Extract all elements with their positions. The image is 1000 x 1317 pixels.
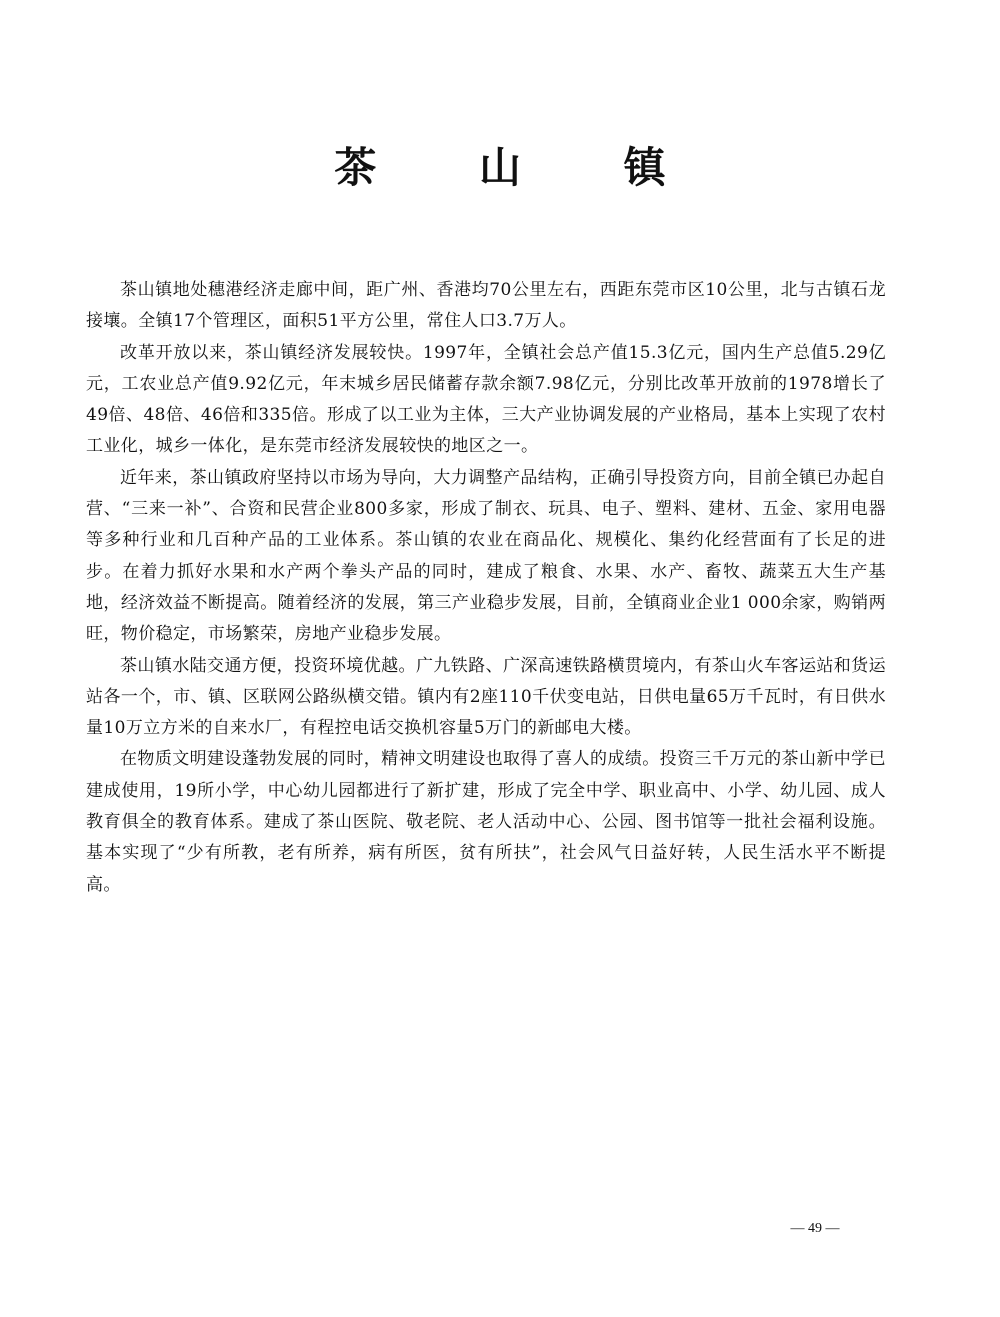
paragraph-transport: 茶山镇水陆交通方便，投资环境优越。广九铁路、广深高速铁路横贯境内，有茶山火车客运站和货运站各一个，市、镇、区联网公路纵横交错。镇内有2座110千伏变电站，日供电量65万千瓦时，有日供水量10万立方米的自来水厂，有程控电话交换机容量5万门的新邮电大楼。 [86, 655, 886, 739]
article-body [86, 275, 886, 901]
paragraph-location: 茶山镇地处穗港经济走廊中间，距广州、香港均70公里左右，西距东莞市区10公里，北与古镇石龙接壤。全镇17个管理区，面积51平方公里，常住人口3.7万人。 [86, 280, 886, 332]
page-number: — 49 — [790, 1221, 840, 1236]
paragraph-industry: 近年来，茶山镇政府坚持以市场为导向，大力调整产品结构，正确引导投资方向，目前全镇已办起自营、“三来一补”、合资和民营企业800多家，形成了制衣、玩具、电子、塑料、建材、五金、家用电器等多种行业和几百种产品的工业体系。茶山镇的农业在商品化、规模化、集约化经营面有了长足的进步。在着力抓好水果和水产两个拳头产品的同时，建成了粮食、水果、水产、畜牧、蔬菜五大生产基地，经济效益不断提高。随着经济的发展，第三产业稳步发展，目前，全镇商业企业1 000余家，购销两旺，物价稳定，市场繁荣，房地产业稳步发展。 [86, 467, 886, 645]
paragraph-economy: 改革开放以来，茶山镇经济发展较快。1997年，全镇社会总产值15.3亿元，国内生产总值5.29亿元，工农业总产值9.92亿元，年末城乡居民储蓄存款余额7.98亿元，分别比改革开放前的1978增长了49倍、48倍、46倍和335倍。形成了以工业为主体，三大产业协调发展的产业格局，基本上实现了农村工业化，城乡一体化，是东莞市经济发展较快的地区之一。 [86, 342, 886, 457]
paragraph-culture: 在物质文明建设蓬勃发展的同时，精神文明建设也取得了喜人的成绩。投资三千万元的茶山新中学已建成使用，19所小学，中心幼儿园都进行了新扩建，形成了完全中学、职业高中、小学、幼儿园、成人教育俱全的教育体系。建成了茶山医院、敬老院、老人活动中心、公园、图书馆等一批社会福利设施。基本实现了“少有所教，老有所养，病有所医，贫有所扶”，社会风气日益好转，人民生活水平不断提高。 [86, 749, 886, 895]
page-title: 茶 山 镇 [334, 143, 710, 192]
